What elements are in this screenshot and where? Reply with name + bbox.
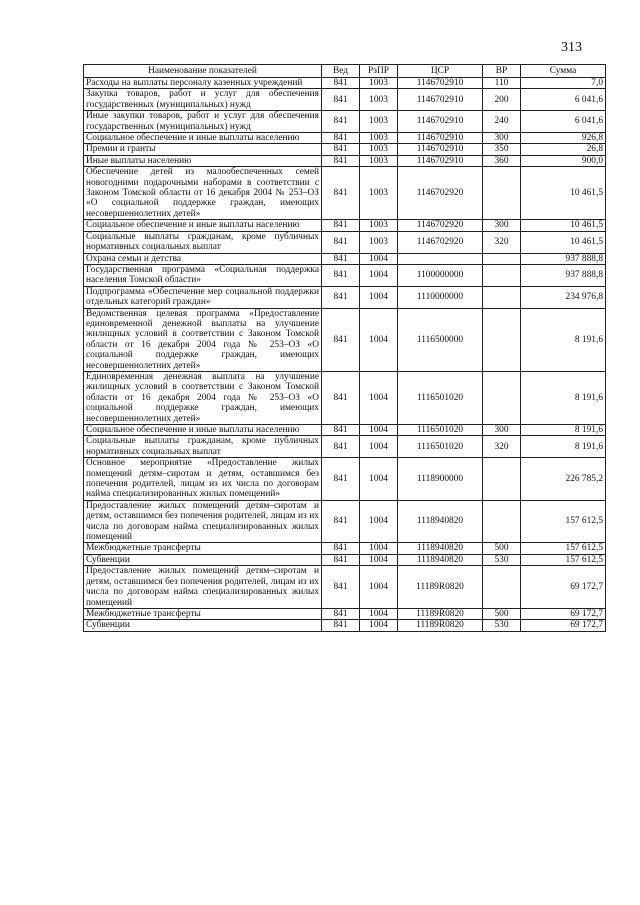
cell-ved: 841	[322, 543, 360, 554]
cell-name: Социальные выплаты гражданам, кроме публичных нормативных социальных выплат	[84, 231, 322, 253]
cell-sum: 26,8	[521, 144, 606, 155]
cell-vr: 300	[483, 425, 521, 436]
table-row	[84, 500, 606, 543]
cell-name: Субвенции	[84, 554, 322, 565]
cell-rzpr: 1003	[360, 167, 398, 220]
cell-rzpr: 1003	[360, 111, 398, 133]
cell-name: Подпрограмма «Обеспечение мер социальной поддержки отдельных категорий граждан»	[84, 286, 322, 308]
cell-ved: 841	[322, 458, 360, 501]
table-row	[84, 253, 606, 264]
cell-ved: 841	[322, 308, 360, 371]
cell-rzpr: 1003	[360, 155, 398, 166]
cell-csr: 1146702920	[398, 231, 483, 253]
table-body	[84, 78, 606, 632]
cell-name: Ведомственная целевая программа «Предоставление единовременной денежной выплаты на улучшение жилищных условий в соответствии с Законом Томской области от 16 декабря 2004 года № 253–ОЗ «О социальной поддержке граждан, имеющих несовершеннолетних детей»	[84, 308, 322, 371]
cell-name: Государственная программа «Социальная поддержка населения Томской области»	[84, 264, 322, 286]
cell-csr: 11189R0820	[398, 608, 483, 619]
cell-sum: 69 172,7	[521, 620, 606, 631]
header-sum: Сумма	[521, 65, 606, 78]
cell-name: Обеспечение детей из малообеспеченных семей новогодними подарочными наборами в соответствии с Законом Томской области от 16 декабря 2004 № 253–ОЗ «О социальной поддержке граждан, имеющих несовершеннолетних детей»	[84, 167, 322, 220]
cell-rzpr: 1004	[360, 308, 398, 371]
cell-csr	[398, 253, 483, 264]
cell-name: Социальное обеспечение и иные выплаты населению	[84, 220, 322, 231]
cell-name: Расходы на выплаты персоналу казенных учреждений	[84, 78, 322, 89]
cell-ved: 841	[322, 264, 360, 286]
cell-sum: 69 172,7	[521, 566, 606, 609]
cell-ved: 841	[322, 78, 360, 89]
cell-ved: 841	[322, 220, 360, 231]
table-row	[84, 286, 606, 308]
cell-vr: 500	[483, 608, 521, 619]
cell-ved: 841	[322, 144, 360, 155]
cell-sum: 6 041,6	[521, 89, 606, 111]
cell-name: Межбюджетные трансферты	[84, 543, 322, 554]
cell-vr: 240	[483, 111, 521, 133]
cell-sum: 926,8	[521, 133, 606, 144]
cell-ved: 841	[322, 566, 360, 609]
table-row	[84, 608, 606, 619]
table-row	[84, 144, 606, 155]
cell-name: Социальное обеспечение и иные выплаты населению	[84, 133, 322, 144]
cell-rzpr: 1003	[360, 133, 398, 144]
cell-csr: 1146702920	[398, 167, 483, 220]
cell-rzpr: 1004	[360, 620, 398, 631]
cell-sum: 7,0	[521, 78, 606, 89]
cell-csr: 1116501020	[398, 371, 483, 424]
page-number: 313	[561, 40, 582, 55]
table-row	[84, 543, 606, 554]
cell-vr: 530	[483, 554, 521, 565]
cell-csr: 1146702910	[398, 133, 483, 144]
cell-rzpr: 1004	[360, 264, 398, 286]
cell-csr: 1100000000	[398, 264, 483, 286]
cell-vr: 500	[483, 543, 521, 554]
table-row	[84, 78, 606, 89]
cell-sum: 8 191,6	[521, 308, 606, 371]
header-csr: ЦСР	[398, 65, 483, 78]
cell-csr: 1146702910	[398, 144, 483, 155]
cell-name: Предоставление жилых помещений детям–сиротам и детям, оставшимся без попечения родителей, лицам из их числа по договорам найма специализированных жилых помещений	[84, 500, 322, 543]
cell-sum: 157 612,5	[521, 500, 606, 543]
cell-rzpr: 1004	[360, 436, 398, 458]
table-row	[84, 620, 606, 631]
cell-csr: 1118940820	[398, 554, 483, 565]
cell-vr	[483, 458, 521, 501]
cell-csr: 1118900000	[398, 458, 483, 501]
header-vr: ВР	[483, 65, 521, 78]
cell-csr: 1146702910	[398, 89, 483, 111]
header-rzpr: РзПР	[360, 65, 398, 78]
cell-csr: 1146702920	[398, 220, 483, 231]
cell-name: Охрана семьи и детства	[84, 253, 322, 264]
cell-sum: 10 461,5	[521, 231, 606, 253]
cell-vr	[483, 167, 521, 220]
cell-csr: 11189R0820	[398, 620, 483, 631]
cell-name: Социальное обеспечение и иные выплаты населению	[84, 425, 322, 436]
cell-sum: 234 976,8	[521, 286, 606, 308]
cell-sum: 69 172,7	[521, 608, 606, 619]
table-row	[84, 458, 606, 501]
cell-name: Закупка товаров, работ и услуг для обеспечения государственных (муниципальных) нужд	[84, 89, 322, 111]
cell-name: Межбюджетные трансферты	[84, 608, 322, 619]
table-row	[84, 436, 606, 458]
cell-rzpr: 1003	[360, 144, 398, 155]
table-row	[84, 133, 606, 144]
cell-csr: 1146702910	[398, 111, 483, 133]
cell-csr: 1118940820	[398, 543, 483, 554]
table-row	[84, 155, 606, 166]
cell-ved: 841	[322, 608, 360, 619]
cell-rzpr: 1003	[360, 220, 398, 231]
cell-vr	[483, 253, 521, 264]
cell-name: Премии и гранты	[84, 144, 322, 155]
cell-vr	[483, 308, 521, 371]
cell-ved: 841	[322, 89, 360, 111]
cell-sum: 6 041,6	[521, 111, 606, 133]
cell-ved: 841	[322, 620, 360, 631]
cell-sum: 937 888,8	[521, 264, 606, 286]
cell-ved: 841	[322, 167, 360, 220]
cell-ved: 841	[322, 500, 360, 543]
table-row	[84, 425, 606, 436]
cell-rzpr: 1004	[360, 425, 398, 436]
cell-vr: 530	[483, 620, 521, 631]
table-row	[84, 111, 606, 133]
table-row	[84, 371, 606, 424]
cell-rzpr: 1003	[360, 78, 398, 89]
cell-ved: 841	[322, 436, 360, 458]
cell-vr	[483, 500, 521, 543]
table-row	[84, 231, 606, 253]
cell-sum: 8 191,6	[521, 436, 606, 458]
cell-name: Иные выплаты населению	[84, 155, 322, 166]
cell-rzpr: 1004	[360, 253, 398, 264]
cell-name: Иные закупки товаров, работ и услуг для обеспечения государственных (муниципальных) нужд	[84, 111, 322, 133]
cell-name: Субвенции	[84, 620, 322, 631]
cell-sum: 226 785,2	[521, 458, 606, 501]
table-row	[84, 566, 606, 609]
header-name: Наименование показателей	[84, 65, 322, 78]
cell-vr: 300	[483, 133, 521, 144]
cell-sum: 10 461,5	[521, 220, 606, 231]
table-row	[84, 167, 606, 220]
cell-name: Основное мероприятие «Предоставление жилых помещений детям–сиротам и детям, оставшимся без попечения родителей, лицам из их числа по договорам найма специализированных жилых помещений»	[84, 458, 322, 501]
cell-sum: 8 191,6	[521, 425, 606, 436]
cell-ved: 841	[322, 286, 360, 308]
cell-sum: 8 191,6	[521, 371, 606, 424]
table-row	[84, 89, 606, 111]
cell-rzpr: 1004	[360, 608, 398, 619]
cell-sum: 157 612,5	[521, 554, 606, 565]
cell-ved: 841	[322, 231, 360, 253]
header-ved: Вед	[322, 65, 360, 78]
cell-vr: 110	[483, 78, 521, 89]
cell-vr	[483, 566, 521, 609]
cell-sum: 900,0	[521, 155, 606, 166]
cell-rzpr: 1004	[360, 543, 398, 554]
table-row	[84, 308, 606, 371]
cell-rzpr: 1004	[360, 286, 398, 308]
cell-ved: 841	[322, 133, 360, 144]
cell-vr: 350	[483, 144, 521, 155]
cell-vr: 320	[483, 436, 521, 458]
cell-name: Единовременная денежная выплата на улучшение жилищных условий в соответствии с Законом Томской области от 16 декабря 2004 года № 253–ОЗ «О социальной поддержке граждан, имеющих несовершеннолетних детей»	[84, 371, 322, 424]
cell-vr: 300	[483, 220, 521, 231]
cell-vr	[483, 371, 521, 424]
cell-ved: 841	[322, 554, 360, 565]
cell-csr: 1110000000	[398, 286, 483, 308]
cell-csr: 1146702910	[398, 78, 483, 89]
table-row	[84, 554, 606, 565]
cell-ved: 841	[322, 371, 360, 424]
cell-ved: 841	[322, 111, 360, 133]
cell-csr: 1146702910	[398, 155, 483, 166]
cell-vr	[483, 286, 521, 308]
table-header-row	[84, 65, 606, 78]
cell-ved: 841	[322, 253, 360, 264]
cell-vr: 360	[483, 155, 521, 166]
table-row	[84, 220, 606, 231]
budget-table	[83, 64, 606, 632]
cell-rzpr: 1003	[360, 89, 398, 111]
cell-ved: 841	[322, 425, 360, 436]
cell-rzpr: 1004	[360, 458, 398, 501]
cell-vr: 200	[483, 89, 521, 111]
cell-rzpr: 1004	[360, 554, 398, 565]
cell-rzpr: 1003	[360, 231, 398, 253]
cell-csr: 1116501020	[398, 425, 483, 436]
cell-vr	[483, 264, 521, 286]
cell-rzpr: 1004	[360, 371, 398, 424]
cell-csr: 11189R0820	[398, 566, 483, 609]
cell-vr: 320	[483, 231, 521, 253]
cell-ved: 841	[322, 155, 360, 166]
cell-sum: 937 888,8	[521, 253, 606, 264]
cell-name: Предоставление жилых помещений детям–сиротам и детям, оставшимся без попечения родителей, лицам из их числа по договорам найма специализированных жилых помещений	[84, 566, 322, 609]
cell-rzpr: 1004	[360, 566, 398, 609]
cell-name: Социальные выплаты гражданам, кроме публичных нормативных социальных выплат	[84, 436, 322, 458]
cell-sum: 10 461,5	[521, 167, 606, 220]
cell-csr: 1116501020	[398, 436, 483, 458]
cell-csr: 1118940820	[398, 500, 483, 543]
cell-rzpr: 1004	[360, 500, 398, 543]
table-row	[84, 264, 606, 286]
cell-sum: 157 612,5	[521, 543, 606, 554]
cell-csr: 1116500000	[398, 308, 483, 371]
